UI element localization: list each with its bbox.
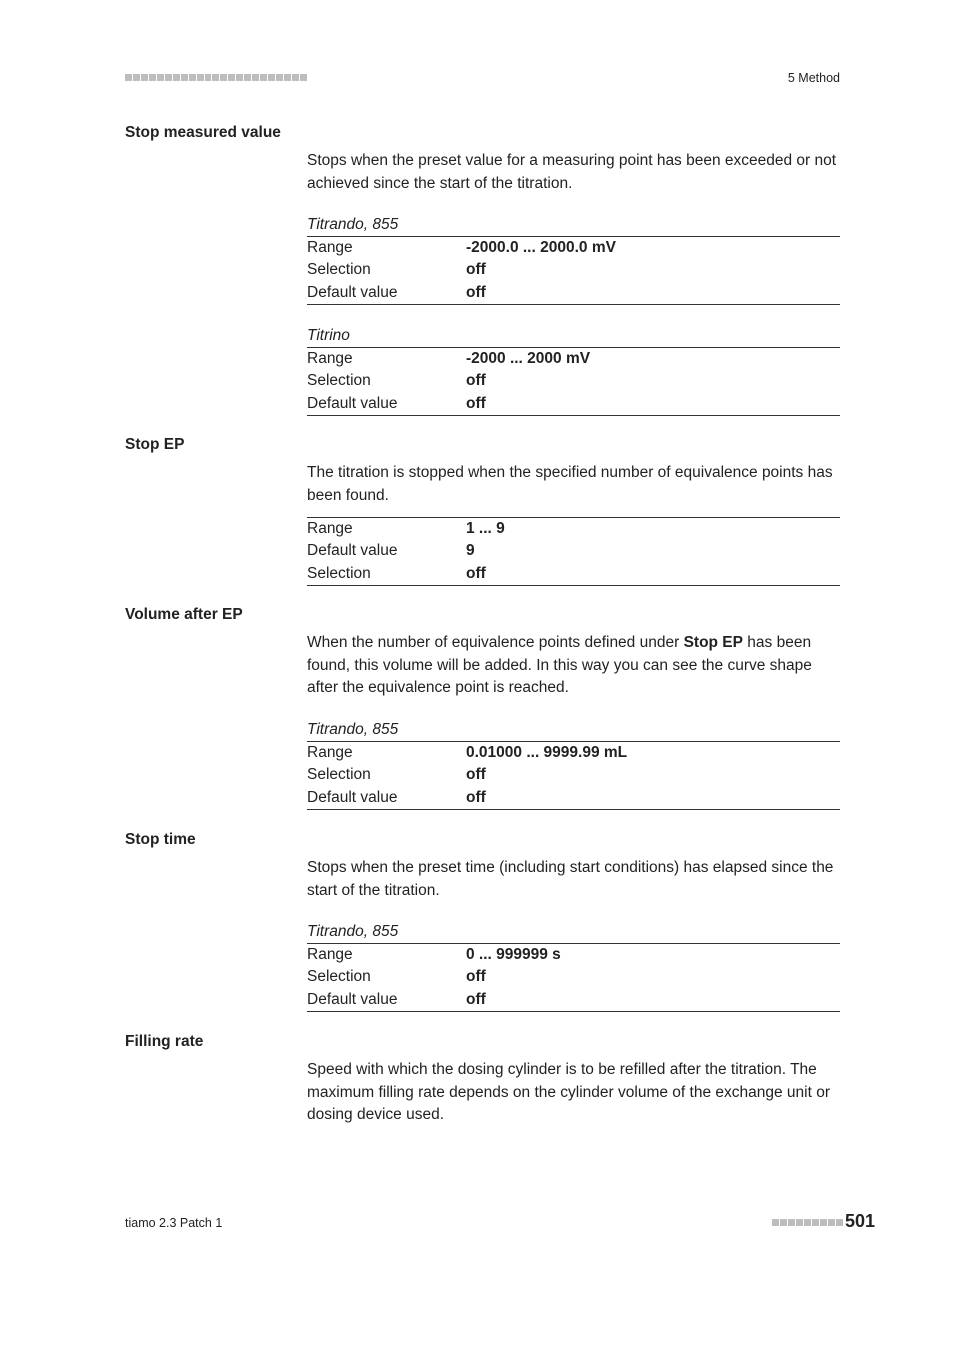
section-text: Stops when the preset value for a measuring point has been exceeded or not achieved since the start of the titration. <box>307 152 837 192</box>
section-text <box>307 632 842 700</box>
row-key: Range <box>307 239 353 256</box>
text-run-bold: Stop EP <box>683 634 743 651</box>
row-key: Default value <box>307 394 398 412</box>
row-value: 0 ... 999999 s <box>466 946 561 963</box>
row-key: Range <box>307 946 353 963</box>
table-row <box>307 370 840 392</box>
row-value: -2000.0 ... 2000.0 mV <box>466 239 616 256</box>
table-row <box>307 348 840 370</box>
section-text: The titration is stopped when the specified number of equivalence points has been found. <box>307 464 833 504</box>
product-name: tiamo 2.3 Patch 1 <box>125 1216 223 1230</box>
section-title-stop-time: Stop time <box>125 831 196 848</box>
row-key: Selection <box>307 372 371 390</box>
table-row <box>307 518 840 540</box>
row-key: Range <box>307 520 353 537</box>
row-value: 0.01000 ... 9999.99 mL <box>466 744 628 761</box>
row-value: off <box>466 990 486 1008</box>
table-row <box>307 282 840 304</box>
table-row <box>307 966 840 988</box>
row-key: Default value <box>307 990 398 1008</box>
row-value: off <box>466 766 486 784</box>
section-title-stop-measured-value: Stop measured value <box>125 124 281 141</box>
footer-decoration <box>772 1219 843 1226</box>
row-key: Selection <box>307 766 371 784</box>
table-row <box>307 563 840 585</box>
row-value: off <box>466 394 486 412</box>
table-row <box>307 237 840 259</box>
row-value: -2000 ... 2000 mV <box>466 350 591 367</box>
row-value: off <box>466 564 486 582</box>
table-row <box>307 764 840 786</box>
row-value: off <box>466 372 486 390</box>
table-row <box>307 259 840 281</box>
section-title-stop-ep: Stop EP <box>125 436 185 453</box>
page-number: 501 <box>845 1211 876 1231</box>
row-value: off <box>466 283 486 301</box>
section-text: Speed with which the dosing cylinder is to be refilled after the titration. The maximum filling rate depends on the cylinder volume of the exchange unit or dosing device used. <box>307 1061 830 1123</box>
text-run: When the number of equivalence points defined under <box>307 634 684 651</box>
section-text: Stops when the preset time (including start conditions) has elapsed since the start of the titration. <box>307 859 834 899</box>
row-key: Selection <box>307 261 371 279</box>
table-caption: Titrino <box>307 325 840 348</box>
table-row <box>307 787 840 809</box>
row-key: Selection <box>307 968 371 986</box>
parameter-table <box>307 921 840 1012</box>
chapter-title: 5 Method <box>787 71 840 85</box>
row-value: off <box>466 788 486 806</box>
table-row <box>307 742 840 764</box>
table-row <box>307 989 840 1011</box>
row-key: Default value <box>307 788 398 806</box>
parameter-table <box>307 719 840 810</box>
section-title-volume-after-ep: Volume after EP <box>125 606 243 623</box>
row-key: Selection <box>307 564 371 582</box>
row-value: off <box>466 968 486 986</box>
table-row <box>307 944 840 966</box>
table-row <box>307 393 840 415</box>
table-caption: Titrando, 855 <box>307 214 840 237</box>
header-decoration <box>125 74 307 82</box>
table-caption: Titrando, 855 <box>307 921 840 944</box>
row-key: Default value <box>307 542 398 560</box>
table-caption: Titrando, 855 <box>307 719 840 742</box>
table-row <box>307 540 840 562</box>
parameter-table <box>307 325 840 416</box>
row-key: Range <box>307 350 353 367</box>
section-title-filling-rate: Filling rate <box>125 1033 204 1050</box>
row-key: Range <box>307 744 353 761</box>
row-value: 9 <box>466 542 475 560</box>
parameter-table <box>307 214 840 305</box>
row-value: 1 ... 9 <box>466 520 505 537</box>
row-key: Default value <box>307 283 398 301</box>
text-run: has been found, this volume will be added. In this way you can see the curve shape after the equivalence point is reached. <box>307 634 812 696</box>
parameter-table <box>307 517 840 586</box>
row-value: off <box>466 261 486 279</box>
